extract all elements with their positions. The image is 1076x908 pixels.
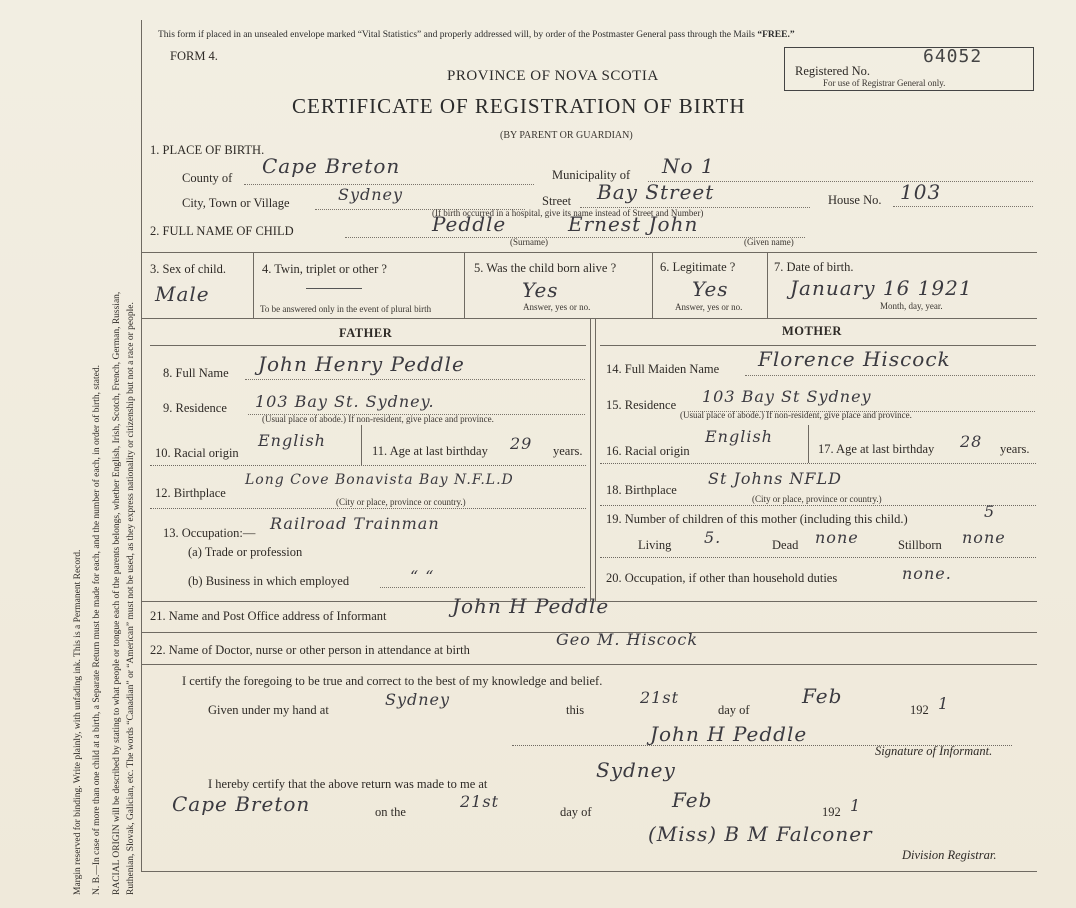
side-text-margin: Margin reserved for binding. Write plainly, with unfading ink. This is a Permanent Record.	[73, 549, 83, 895]
dead-value: none	[815, 528, 859, 547]
form-number: FORM 4.	[170, 49, 218, 63]
side-text-nb: N. B.—In case of more than one child at a birth, a Separate Return must be made for each, and the number of each, in order of birth, stated.	[92, 365, 102, 895]
child-given-name: Ernest John	[568, 212, 699, 236]
informant-signature-label: Signature of Informant.	[875, 744, 993, 758]
father-birthplace: Long Cove Bonavista Bay N.F.L.D	[245, 472, 514, 488]
father-birthplace-note: (City or place, province or country.)	[336, 497, 466, 507]
date-note: Month, day, year.	[880, 301, 943, 311]
place-of-birth-heading: 1. PLACE OF BIRTH.	[150, 143, 265, 157]
mother-occupation: none.	[902, 564, 952, 583]
return-county: Cape Breton	[172, 792, 311, 816]
registrar-signature: (Miss) B M Falconer	[648, 822, 873, 846]
legitimate-value: Yes	[692, 277, 729, 301]
alive-label: 5. Was the child born alive ?	[474, 261, 617, 275]
children-count-label: 19. Number of children of this mother (including this child.)	[606, 512, 908, 526]
year2-suffix: 1	[850, 796, 862, 815]
certificate-title: CERTIFICATE OF REGISTRATION OF BIRTH	[292, 94, 746, 118]
date-value: January 16 1921	[790, 276, 973, 300]
father-name-label: 8. Full Name	[163, 366, 229, 380]
mother-residence: 103 Bay St Sydney	[702, 387, 872, 406]
father-birthplace-label: 12. Birthplace	[155, 486, 226, 500]
county-label: County of	[182, 171, 233, 185]
side-text-racial-2: Ruthenian, Slovak, Galician, etc. The words “Canadian” or “American” must not be used, as they express nationality or citizenship but not a race or people.	[126, 302, 136, 895]
return-place: Sydney	[596, 758, 676, 782]
legitimate-note: Answer, yes or no.	[675, 302, 743, 312]
sex-value: Male	[155, 282, 210, 306]
house-value: 103	[900, 180, 942, 204]
municipality-label: Municipality of	[552, 168, 631, 182]
left-border	[141, 20, 142, 872]
living-label: Living	[638, 538, 672, 552]
registered-number: 64052	[923, 46, 983, 67]
mail-notice-free: “FREE.”	[757, 30, 795, 40]
registered-note: For use of Registrar General only.	[823, 78, 946, 88]
informant-signature: John H Peddle	[650, 722, 808, 746]
year-suffix: 1	[938, 694, 950, 713]
registered-label: Registered No.	[795, 64, 870, 78]
house-label: House No.	[828, 193, 882, 207]
mother-birthplace-label: 18. Birthplace	[606, 483, 677, 497]
city-label: City, Town or Village	[182, 196, 290, 210]
return-month: Feb	[672, 788, 713, 812]
day-of-label: day of	[718, 703, 750, 717]
alive-note: Answer, yes or no.	[523, 302, 591, 312]
mail-notice-text: This form if placed in an unsealed envelope marked “Vital Statistics” and properly addressed will, by order of the Postmaster General pass through the Mails	[158, 30, 755, 40]
father-occupation: Railroad Trainman	[270, 514, 440, 533]
doctor-value: Geo M. Hiscock	[556, 630, 699, 649]
mother-birthplace-note: (City or place, province or country.)	[752, 494, 882, 504]
given-under-label: Given under my hand at	[208, 703, 329, 717]
father-name: John Henry Peddle	[258, 352, 465, 376]
father-residence-label: 9. Residence	[163, 401, 227, 415]
mail-notice	[158, 30, 795, 40]
mother-residence-label: 15. Residence	[606, 398, 677, 412]
day-of-label-2: day of	[560, 805, 592, 819]
municipality-value: No 1	[662, 154, 715, 178]
year2-prefix: 192	[822, 805, 841, 819]
mother-residence-note: (Usual place of abode.) If non-resident, give place and province.	[680, 410, 912, 420]
child-surname: Peddle	[432, 212, 507, 236]
hospital-note: (If birth occurred in a hospital, give its name instead of Street and Number)	[432, 208, 704, 218]
this-label: this	[566, 703, 585, 717]
county-value: Cape Breton	[262, 154, 401, 178]
registrar-label: Division Registrar.	[902, 848, 997, 862]
row-top-line	[142, 252, 1037, 253]
given-day: 21st	[640, 688, 679, 707]
mother-race-label: 16. Racial origin	[606, 444, 690, 458]
informant-label: 21. Name and Post Office address of Informant	[150, 609, 387, 623]
mother-occupation-label: 20. Occupation, if other than household duties	[606, 571, 838, 585]
child-name-label: 2. FULL NAME OF CHILD	[150, 224, 294, 238]
mother-name-label: 14. Full Maiden Name	[606, 362, 720, 376]
father-age-label: 11. Age at last birthday	[372, 444, 488, 458]
father-heading: FATHER	[339, 326, 393, 340]
stillborn-label: Stillborn	[898, 538, 942, 552]
mother-age-label: 17. Age at last birthday	[818, 442, 935, 456]
father-age: 29	[510, 434, 533, 453]
father-residence: 103 Bay St. Sydney.	[255, 392, 435, 411]
mother-age: 28	[960, 432, 983, 451]
trade-label: (a) Trade or profession	[188, 545, 303, 559]
parent-divider	[590, 318, 591, 601]
father-race-label: 10. Racial origin	[155, 446, 239, 460]
dead-label: Dead	[772, 538, 799, 552]
given-month: Feb	[802, 684, 843, 708]
informant-value: John H Peddle	[452, 594, 610, 618]
on-the-label: on the	[375, 805, 406, 819]
father-years: years.	[553, 444, 583, 458]
side-text-racial: RACIAL ORIGIN will be described by stating to what people or tongue each of the parents belongs, whether English, Irish, Scotch, French, German, Russian,	[112, 291, 122, 895]
living-value: 5.	[704, 528, 722, 547]
street-label: Street	[542, 194, 572, 208]
return-day: 21st	[460, 792, 499, 811]
sex-label: 3. Sex of child.	[150, 262, 227, 276]
alive-value: Yes	[522, 278, 559, 302]
doctor-label: 22. Name of Doctor, nurse or other person in attendance at birth	[150, 643, 470, 657]
mother-years: years.	[1000, 442, 1030, 456]
mother-heading: MOTHER	[782, 324, 842, 338]
children-count: 5	[984, 502, 996, 521]
father-occupation-label: 13. Occupation:—	[163, 526, 256, 540]
mother-race: English	[705, 427, 773, 446]
return-statement: I hereby certify that the above return was made to me at	[208, 777, 488, 791]
stillborn-value: none	[962, 528, 1006, 547]
certificate-subtitle: (BY PARENT OR GUARDIAN)	[500, 130, 633, 141]
date-label: 7. Date of birth.	[774, 260, 854, 274]
father-race: English	[258, 431, 326, 450]
business-label: (b) Business in which employed	[188, 574, 350, 588]
city-value: Sydney	[338, 185, 404, 204]
street-value: Bay Street	[597, 180, 715, 204]
given-note: (Given name)	[744, 237, 794, 247]
year-prefix: 192	[910, 703, 929, 717]
twin-note: To be answered only in the event of plural birth	[260, 304, 432, 314]
surname-note: (Surname)	[510, 237, 548, 247]
registered-box	[784, 47, 1034, 91]
twin-label: 4. Twin, triplet or other ?	[262, 262, 387, 276]
father-business: “ “	[410, 567, 435, 586]
legitimate-label: 6. Legitimate ?	[660, 260, 736, 274]
mother-name: Florence Hiscock	[758, 347, 951, 371]
certify-statement: I certify the foregoing to be true and correct to the best of my knowledge and belief.	[182, 674, 603, 688]
province-title: PROVINCE OF NOVA SCOTIA	[447, 68, 659, 84]
given-place: Sydney	[385, 690, 451, 709]
father-residence-note: (Usual place of abode.) If non-resident, give place and province.	[262, 414, 494, 424]
mother-birthplace: St Johns NFLD	[708, 469, 842, 488]
